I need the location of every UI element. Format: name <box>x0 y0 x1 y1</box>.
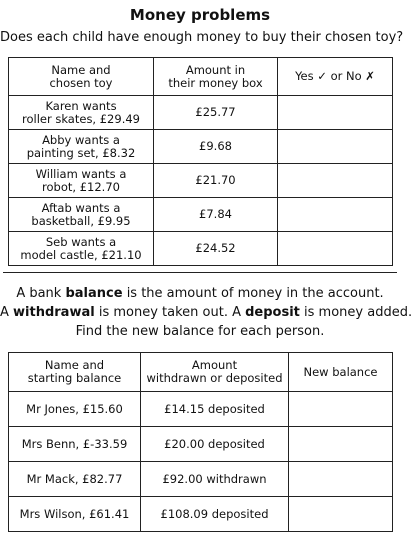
toy-header-yes-no: Yes ✓ or No ✗ <box>278 58 393 96</box>
toy-header-name <box>9 58 154 96</box>
table-row <box>9 497 393 532</box>
section-divider <box>3 272 397 273</box>
bank-name-cell: Mrs Wilson, £61.41 <box>9 497 141 532</box>
toy-name-line1: Karen wants <box>45 98 117 113</box>
toy-name-cell <box>9 130 154 164</box>
bank-change-cell: £92.00 withdrawn <box>141 462 289 497</box>
toy-amount-cell: £9.68 <box>154 130 278 164</box>
table-row <box>9 198 393 232</box>
toy-header-amount-line2: their money box <box>168 75 263 90</box>
deposit-term: deposit <box>245 305 300 320</box>
bank-answer-cell[interactable] <box>289 462 393 497</box>
toy-header-amount <box>154 58 278 96</box>
table-row <box>9 392 393 427</box>
table-row <box>9 462 393 497</box>
withdrawal-definition-pre: A <box>0 305 14 320</box>
withdrawal-term: withdrawal <box>13 305 95 320</box>
table-row <box>9 232 393 266</box>
toy-name-line1: Abby wants a <box>42 132 120 147</box>
bank-answer-cell[interactable] <box>289 497 393 532</box>
toy-name-line2: basketball, £9.95 <box>31 213 131 228</box>
withdrawal-deposit-definition <box>0 305 412 320</box>
toy-header-amount-line1: Amount in <box>185 62 246 77</box>
bank-header-name <box>9 353 141 392</box>
toy-name-cell <box>9 96 154 130</box>
bank-header-amount-line2: withdrawn or deposited <box>146 371 283 385</box>
balance-definition-post: is the amount of money in the account. <box>122 286 384 301</box>
toy-name-cell <box>9 164 154 198</box>
toy-name-line2: model castle, £21.10 <box>20 247 142 262</box>
table-row <box>9 96 393 130</box>
toy-header-name-line1: Name and <box>51 62 111 77</box>
toy-amount-cell: £7.84 <box>154 198 278 232</box>
toy-name-line1: William wants a <box>35 166 127 181</box>
toy-amount-cell: £24.52 <box>154 232 278 266</box>
toy-header-name-line2: chosen toy <box>49 75 113 90</box>
bank-table-header <box>9 353 393 392</box>
toy-answer-cell[interactable] <box>278 96 393 130</box>
toy-answer-cell[interactable] <box>278 198 393 232</box>
balance-definition <box>0 286 400 301</box>
bank-name-cell: Mr Jones, £15.60 <box>9 392 141 427</box>
toy-name-cell <box>9 198 154 232</box>
bank-change-cell: £14.15 deposited <box>141 392 289 427</box>
bank-header-new-balance: New balance <box>289 353 393 392</box>
balance-definition-pre: A bank <box>16 286 66 301</box>
bank-answer-cell[interactable] <box>289 392 393 427</box>
bank-header-amount-line1: Amount <box>191 358 238 372</box>
toy-name-line2: robot, £12.70 <box>42 179 120 194</box>
toy-table <box>8 57 393 266</box>
bank-name-cell: Mr Mack, £82.77 <box>9 462 141 497</box>
toy-answer-cell[interactable] <box>278 164 393 198</box>
toy-name-line2: roller skates, £29.49 <box>22 111 140 126</box>
deposit-definition-post: is money added. <box>299 305 412 320</box>
table-row <box>9 427 393 462</box>
balance-instruction: Find the new balance for each person. <box>75 324 325 339</box>
bank-name-cell: Mrs Benn, £-33.59 <box>9 427 141 462</box>
bank-header-name-line2: starting balance <box>27 371 122 385</box>
bank-header-name-line1: Name and <box>44 358 105 372</box>
bank-change-cell: £108.09 deposited <box>141 497 289 532</box>
table-row <box>9 130 393 164</box>
worksheet-title: Money problems <box>129 6 271 24</box>
bank-table <box>8 352 393 532</box>
toy-amount-cell: £21.70 <box>154 164 278 198</box>
toy-table-header <box>9 58 393 96</box>
toy-amount-cell: £25.77 <box>154 96 278 130</box>
balance-term: balance <box>65 286 123 301</box>
bank-change-cell: £20.00 deposited <box>141 427 289 462</box>
table-row <box>9 164 393 198</box>
bank-header-amount <box>141 353 289 392</box>
bank-answer-cell[interactable] <box>289 427 393 462</box>
toy-name-line2: painting set, £8.32 <box>26 145 136 160</box>
toy-question: Does each child have enough money to buy their chosen toy? <box>0 30 404 45</box>
withdrawal-definition-mid: is money taken out. A <box>94 305 246 320</box>
toy-name-cell <box>9 232 154 266</box>
toy-name-line1: Seb wants a <box>45 234 117 249</box>
toy-answer-cell[interactable] <box>278 232 393 266</box>
toy-answer-cell[interactable] <box>278 130 393 164</box>
toy-name-line1: Aftab wants a <box>41 200 121 215</box>
